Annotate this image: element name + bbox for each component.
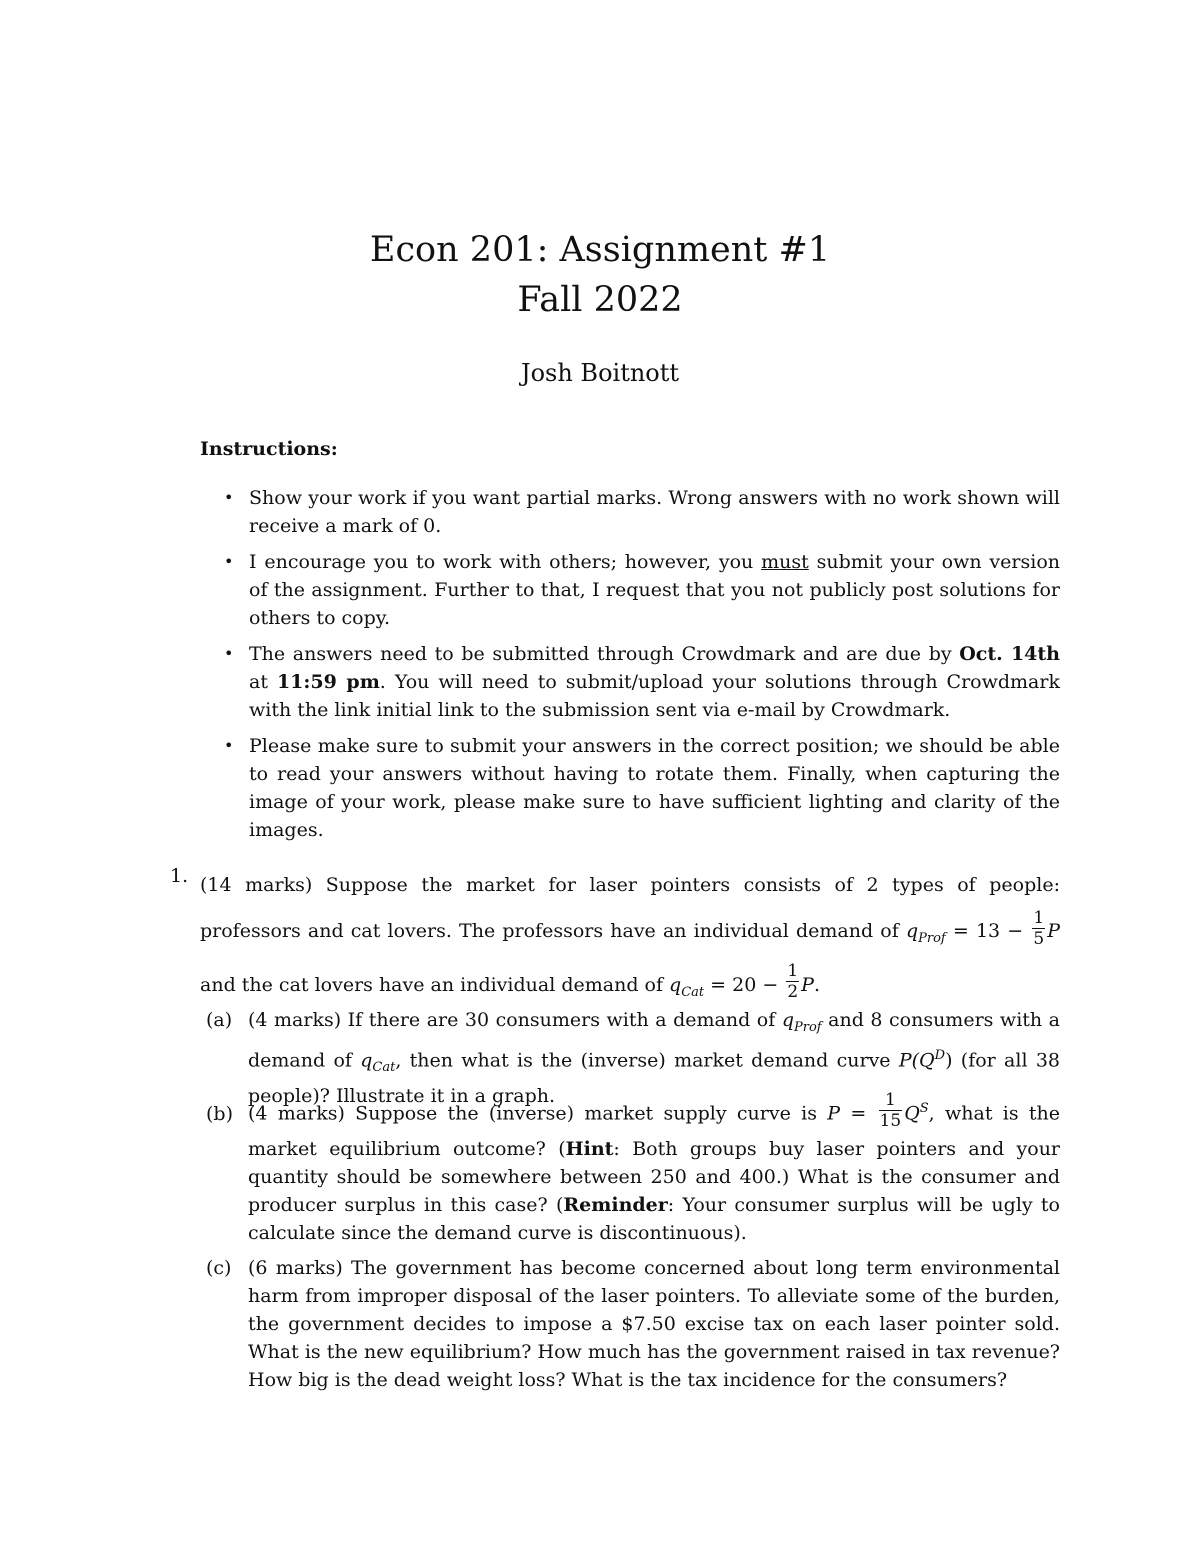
assignment-title: Econ 201: Assignment #1	[369, 230, 831, 270]
due-date: Oct. 14th	[959, 643, 1060, 665]
due-time: 11:59 pm	[276, 671, 380, 693]
instruction-text: I encourage you to work with others; however, you must submit your own version of the assignment. Further to that, I request that you not publicly post solutions for others to copy.	[249, 551, 1060, 629]
instruction-text: Please make sure to submit your answers in the correct position; we should be able to read your answers without having to rotate them. Finally, when capturing the image of your work, please make sure to have sufficient lighting and clarity of the images.	[249, 735, 1060, 841]
bullet-icon: •	[224, 552, 234, 571]
emphasis-must: must	[761, 551, 809, 573]
part-a-label: (a)	[206, 1009, 233, 1031]
instruction-text: The answers need to be submitted through Crowdmark and are due by Oct. 14th at 11:59 pm. You will need to submit/upload your solutions through Crowdmark with the link initial link to the submission sent via e-mail by Crowdmark.	[249, 643, 1060, 721]
part-a-text: (4 marks) If there are 30 consumers with a demand of $q_{Prof}$ and 8 consumers with a demand of $q_{Cat}$, then what is the (inverse) market demand curve $P(Q^D)$ (for all 38 people)? Illustrate it in a graph.	[248, 1009, 1061, 1107]
instruction-text: Show your work if you want partial marks. Wrong answers with no work shown will receive a mark of 0.	[249, 487, 1060, 537]
hint-label: Hint	[565, 1138, 614, 1160]
instruction-bullet-2	[224, 548, 1060, 632]
term-title: Fall 2022	[517, 280, 683, 320]
question-1-text: (14 marks) Suppose the market for laser pointers consists of 2 types of people: professors and cat lovers. The professors have an individual demand of $q_{Prof} = 13$ − $\frac{1}{5}$ P and the cat lovers have an individual demand of $q_{Cat} = 20$ − $\frac{1}{2}$ P.	[200, 874, 1060, 1003]
part-b-label: (b)	[206, 1103, 233, 1125]
instruction-bullet-3	[224, 640, 1060, 724]
part-c-text: (6 marks) The government has become concerned about long term environmental harm from improper disposal of the laser pointers. To alleviate some of the burden, the government decides to impose a $7.50 excise tax on each laser pointer sold. What is the new equilibrium? How much has the government raised in tax revenue? How big is the dead weight loss? What is the tax incidence for the consumers?	[248, 1257, 1060, 1391]
bullet-icon: •	[224, 488, 234, 507]
fraction: $\frac{1}{15}$	[879, 1090, 902, 1131]
author-name: Josh Boitnott	[520, 359, 680, 387]
bullet-icon: •	[224, 736, 234, 755]
part-b-text: (4 marks) Suppose the (inverse) market supply curve is P = $\frac{1}{15}$ $Q^S$, what is the market equilibrium outcome? (Hint: Both groups buy laser pointers and your quantity should be somewhere between 250 and 400.) What is the consumer and producer surplus in this case? (Reminder: Your consumer surplus will be ugly to calculate since the demand curve is discontinuous).	[248, 1090, 1061, 1244]
part-c-label: (c)	[206, 1257, 232, 1279]
fraction: $\frac{1}{2}$	[787, 961, 799, 1003]
bullet-icon: •	[224, 644, 234, 663]
instructions-heading: Instructions:	[200, 438, 338, 460]
instruction-bullet-4	[224, 732, 1060, 844]
instruction-bullet-1	[224, 484, 1060, 540]
question-number: 1.	[170, 865, 189, 887]
reminder-label: Reminder	[563, 1194, 668, 1216]
fraction: $\frac{1}{5}$	[1033, 907, 1045, 949]
